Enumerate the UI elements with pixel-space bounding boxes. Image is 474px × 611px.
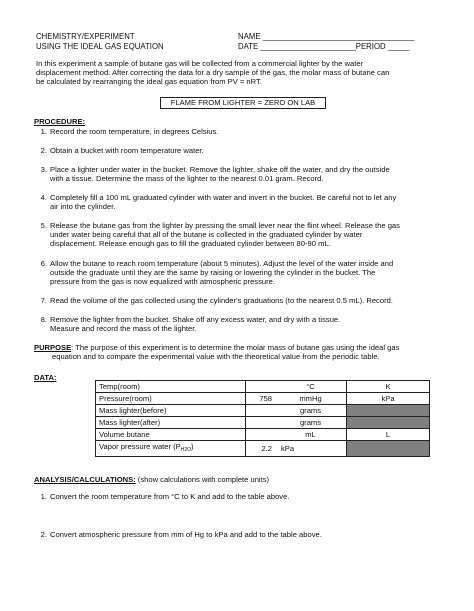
analysis-header	[34, 475, 269, 484]
step-text: Obtain a bucket with room temperature water.	[50, 146, 204, 155]
procedure-step-4	[34, 193, 454, 211]
step-text: Completely fill a 100 mL graduated cylinder with water and invert in the bucket. Be careful not to let any	[50, 193, 397, 202]
table-row	[96, 381, 430, 393]
procedure-step-7	[34, 296, 454, 305]
item-text: Convert atmospheric pressure from mm of Hg to kPa and add to the table above.	[50, 530, 322, 539]
unit-cell: °C	[275, 381, 347, 393]
step-text: Measure and record the mass of the lighter.	[50, 324, 197, 333]
converted-cell[interactable]: L	[347, 429, 430, 441]
purpose-text: : The purpose of this experiment is to determine the molar mass of butane gas using the ideal gas	[71, 343, 400, 352]
label-sub: (room)	[117, 382, 140, 391]
shaded-cell	[347, 441, 430, 457]
step-text: pressure from the gas is now equalized with atmospheric pressure.	[50, 277, 275, 286]
value-cell: 2.2	[246, 441, 276, 457]
label-text: Mass lighter	[99, 406, 140, 415]
table-row	[96, 393, 430, 405]
label-text-end: )	[191, 442, 194, 451]
label-text: Vapor pressure water (P	[99, 442, 181, 451]
converted-cell[interactable]: kPa	[347, 393, 430, 405]
label-sub: (after)	[139, 418, 161, 427]
unit-cell: kPa	[275, 441, 347, 457]
value-cell[interactable]	[246, 417, 276, 429]
table-row	[96, 441, 430, 457]
step-number: 8.	[40, 315, 47, 324]
value-cell[interactable]	[246, 405, 276, 417]
step-number: 5.	[40, 221, 47, 230]
label-text: Mass lighter	[99, 418, 140, 427]
label-text: Temp	[99, 382, 118, 391]
step-text: Release the butane gas from the lighter by pressing the small lever near the flint wheel. Release the gas	[50, 221, 400, 230]
unit-cell: mmHg	[275, 393, 347, 405]
analysis-heading: ANALYSIS/CALCULATIONS:	[34, 475, 136, 484]
unit-cell: grams	[275, 417, 347, 429]
row-label	[96, 441, 246, 457]
step-text: Allow the butane to reach room temperature (about 5 minutes). Adjust the level of the water inside and	[50, 259, 394, 268]
step-text: Remove the lighter from the bucket. Shake off any excess water, and dry with a tissue.	[50, 315, 341, 324]
step-text: air into the cylinder.	[50, 202, 116, 211]
step-number: 3.	[40, 165, 47, 174]
shaded-cell	[347, 417, 430, 429]
value-cell[interactable]	[246, 381, 276, 393]
step-number: 7.	[40, 296, 47, 305]
converted-cell[interactable]: K	[347, 381, 430, 393]
label-text: Volume butane	[99, 430, 150, 439]
row-label	[96, 381, 246, 393]
name-field: NAME ___________________________________	[238, 32, 415, 41]
procedure-step-1	[34, 127, 454, 136]
step-number: 4.	[40, 193, 47, 202]
procedure-step-2	[34, 146, 454, 155]
step-number: 6.	[40, 259, 47, 268]
item-number: 2.	[40, 530, 47, 539]
value-cell[interactable]	[246, 429, 276, 441]
step-text: displacement. Release enough gas to fill the graduated cylinder between 80-90 mL.	[50, 239, 331, 248]
table-row	[96, 417, 430, 429]
step-text: under water being careful that all of the butane is collected in the graduated cylinder by water	[50, 230, 363, 239]
experiment-title: USING THE IDEAL GAS EQUATION	[36, 42, 164, 51]
course-title: CHEMISTRY/EXPERIMENT	[36, 32, 135, 41]
purpose-heading: PURPOSE	[34, 343, 72, 352]
procedure-heading: PROCEDURE:	[34, 117, 86, 126]
value-cell[interactable]: 758	[246, 393, 276, 405]
step-text: outside the graduate until they are the same by raising or lowering the cylinder in the bucket. The	[50, 268, 376, 277]
label-text: Pressure	[99, 394, 130, 403]
analysis-item-1	[34, 492, 454, 501]
item-number: 1.	[40, 492, 47, 501]
intro-line: displacement method. After correcting the data for a dry sample of the gas, the molar mass of butane can	[36, 68, 390, 77]
step-text: Read the volume of the gas collected using the cylinder's graduations (to the nearest 0.5 mL). Record.	[50, 296, 393, 305]
label-sub: (room)	[129, 394, 152, 403]
data-table	[95, 380, 430, 457]
flame-note-box: FLAME FROM LIGHTER = ZERO ON LAB	[160, 97, 326, 109]
procedure-step-5	[34, 221, 454, 248]
analysis-item-2	[34, 530, 454, 539]
unit-cell: grams	[275, 405, 347, 417]
procedure-step-6	[34, 259, 454, 286]
step-text: with a tissue. Determine the mass of the lighter to the nearest 0.01 gram. Record.	[50, 174, 324, 183]
purpose-text: equation and to compare the experimental value with the theoretical value from the periodic table.	[52, 352, 380, 361]
item-text: Convert the room temperature from °C to K and add to the table above.	[50, 492, 290, 501]
shaded-cell	[347, 405, 430, 417]
intro-line: In this experiment a sample of butane gas will be collected from a commercial lighter by the water	[36, 59, 364, 68]
date-period-field: DATE ______________________PERIOD _____	[238, 42, 410, 51]
row-label	[96, 405, 246, 417]
intro-line: be calculated by rearranging the ideal gas equation from PV = nRT.	[36, 77, 262, 86]
purpose-section	[34, 343, 454, 361]
data-heading: DATA:	[34, 373, 57, 382]
row-label	[96, 417, 246, 429]
procedure-step-3	[34, 165, 454, 183]
intro-paragraph	[36, 59, 446, 86]
table-row	[96, 405, 430, 417]
step-number: 2.	[40, 146, 47, 155]
table-row	[96, 429, 430, 441]
row-label	[96, 429, 246, 441]
unit-cell: mL	[275, 429, 347, 441]
label-sub: (before)	[139, 406, 167, 415]
row-label	[96, 393, 246, 405]
step-text: Record the room temperature, in degrees Celsius.	[50, 127, 219, 136]
procedure-step-8	[34, 315, 454, 333]
step-number: 1.	[40, 127, 47, 136]
step-text: Place a lighter under water in the bucket. Remove the lighter, shake off the water, and dry the outside	[50, 165, 390, 174]
label-subscript: H2O	[180, 447, 192, 453]
analysis-note: (show calculations with complete units)	[135, 475, 270, 484]
